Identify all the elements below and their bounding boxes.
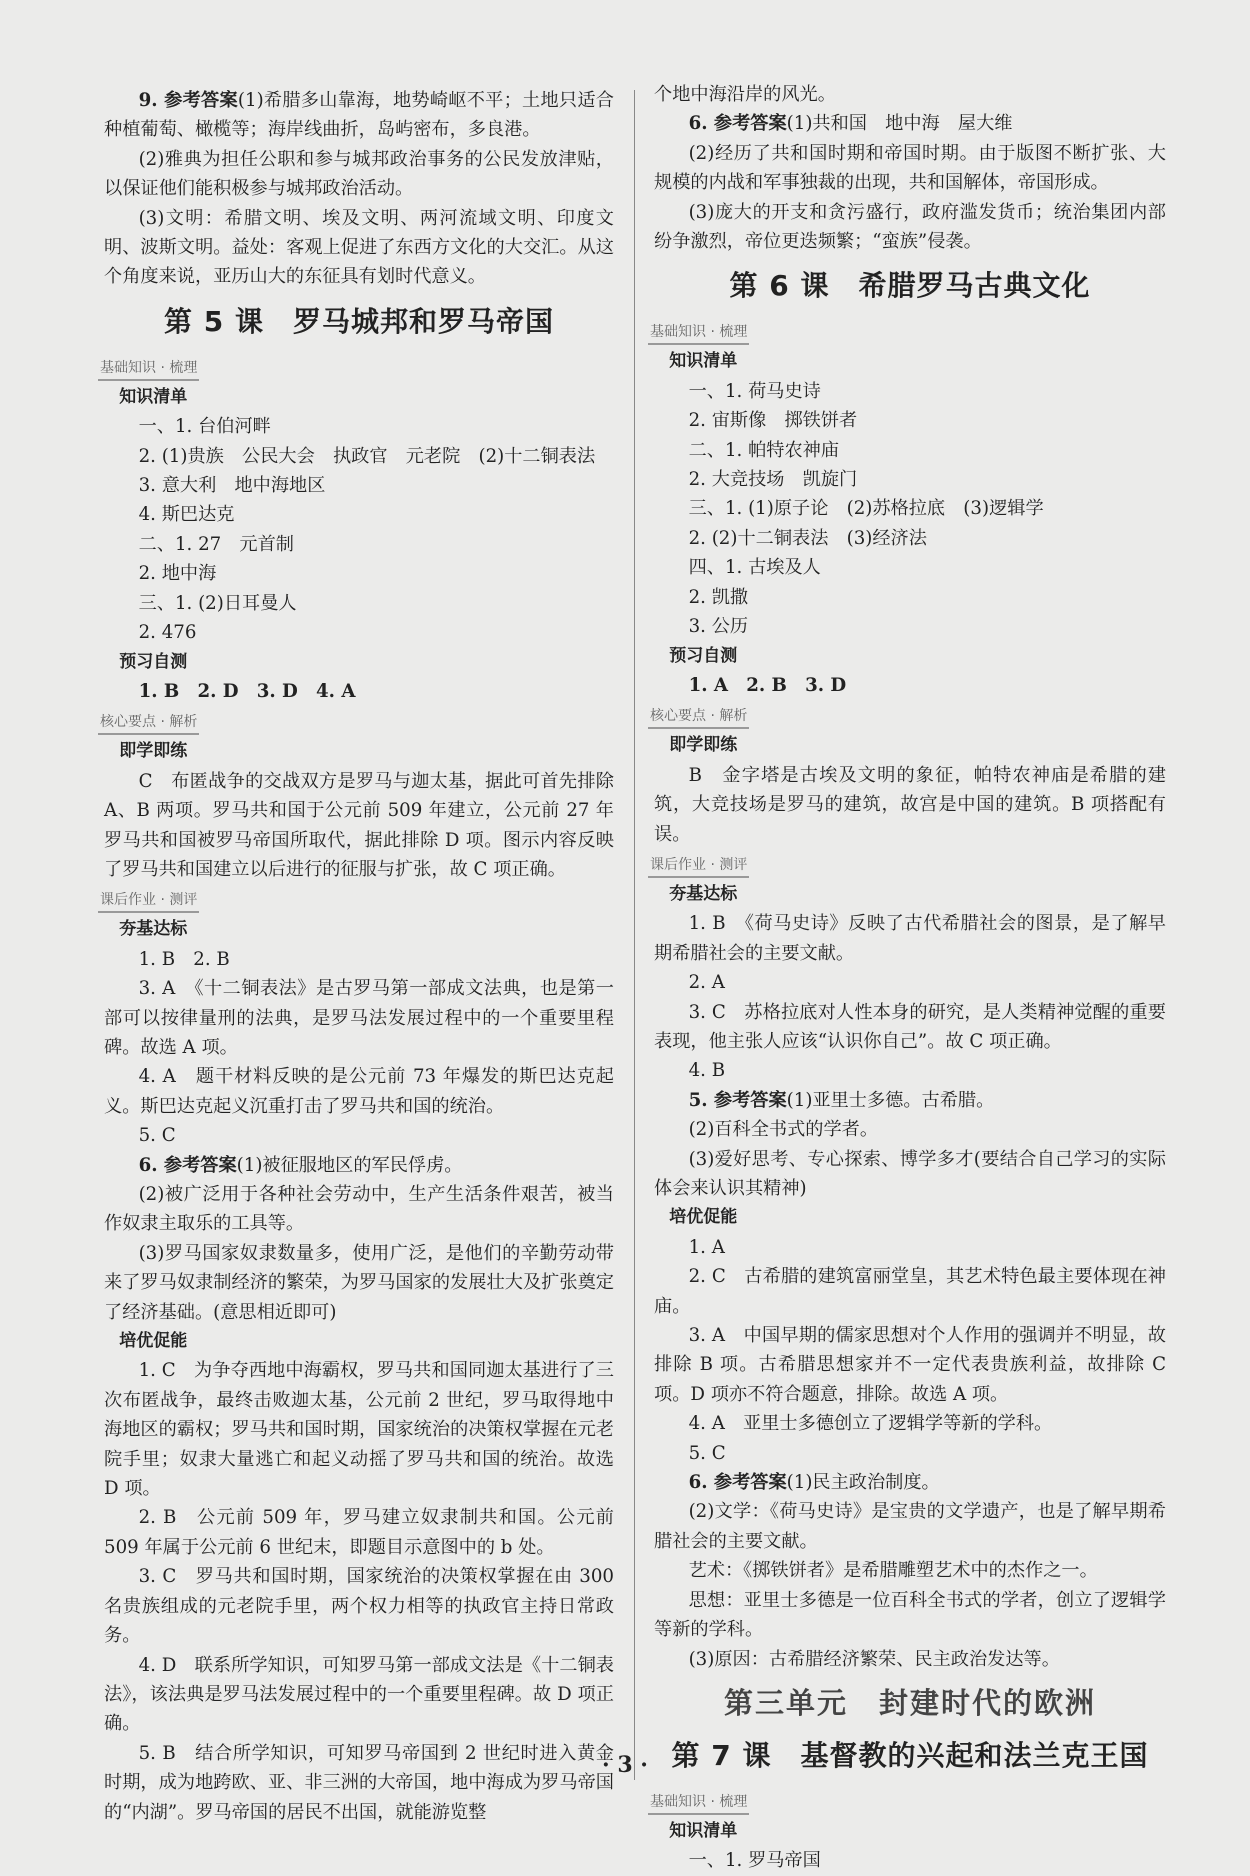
knowledge-item: 一、1. 荷马史诗 [688, 380, 821, 402]
answer-item: 3. A 《十二铜表法》是古罗马第一部成文法典，也是第一部可以按律量刑的法典，是罗马法发展过程中的一个重要里程碑。故选 A 项。 [104, 978, 614, 1058]
answer-6-p1: 6. 参考答案(1)共和国 地中海 屋大维 [688, 113, 1013, 135]
knowledge-item: 一、1. 台伯河畔 [138, 416, 271, 438]
knowledge-item: 2. 地中海 [138, 563, 217, 585]
lesson6-title: 第 6 课 希腊罗马古典文化 [729, 269, 1091, 303]
section-tag-core: 核心要点 · 解析 [98, 711, 199, 735]
q9-answer-p3: (3)文明：希腊文明、埃及文明、两河流域文明、印度文明、波斯文明。益处：客观上促进了东西方文化的大交汇。从这个角度来说，亚历山大的东征具有划时代意义。 [104, 207, 614, 288]
section-tag-after: 课后作业 · 测评 [648, 854, 749, 878]
answer-item: 2. B 公元前 509 年，罗马建立奴隶制共和国。公元前 509 年属于公元前 6 世纪末，即题目示意图中的 b 处。 [104, 1507, 614, 1558]
answer-6-p2: (2)经历了共和国时期和帝国时期。由于版图不断扩张、大规模的内战和军事独裁的出现，共和国解体，帝国形成。 [654, 142, 1166, 194]
knowledge-item: 四、1. 古埃及人 [688, 557, 821, 579]
answer-6-p4: 思想：亚里士多德是一位百科全书式的学者，创立了逻辑学等新的学科。 [654, 1589, 1166, 1641]
answer-6-p1: 6. 参考答案(1)被征服地区的军民俘虏。 [138, 1154, 463, 1176]
knowledge-item: 2. (1)贵族 公民大会 执政官 元老院 (2)十二铜表法 [138, 445, 596, 467]
answer-6-p1: 6. 参考答案(1)民主政治制度。 [688, 1472, 940, 1494]
answer-item: 3. C 苏格拉底对人性本身的研究，是人类精神觉醒的重要表现，他主张人应该“认识你自己”。故 C 项正确。 [654, 1001, 1166, 1052]
knowledge-item: 2. 476 [138, 622, 197, 644]
answer-item: 5. B 结合所学知识，可知罗马帝国到 2 世纪时进入黄金时期，成为地跨欧、亚、非三洲的大帝国，地中海成为罗马帝国的“内湖”。罗马帝国的居民不出国，就能游览整 [104, 1742, 614, 1823]
answer-item: 4. A 题干材料反映的是公元前 73 年爆发的斯巴达克起义。斯巴达克起义沉重打击了罗马共和国的统治。 [104, 1066, 614, 1117]
knowledge-item: 2. 凯撒 [688, 586, 749, 608]
column-divider [634, 90, 635, 1780]
section-tag-after: 课后作业 · 测评 [98, 889, 199, 913]
knowledge-item: 4. 斯巴达克 [138, 504, 235, 526]
subheading-peiyou: 培优促能 [119, 1331, 188, 1352]
lesson7-title: 第 7 课 基督教的兴起和法兰克王国 [671, 1738, 1149, 1772]
answer-item: 2. A [688, 972, 725, 994]
practice-explanation: B 金字塔是古埃及文明的象征，帕特农神庙是希腊的建筑，大竞技场是罗马的建筑，故宫是中国的建筑。B 项搭配有误。 [654, 764, 1166, 845]
section-tag-core: 核心要点 · 解析 [648, 705, 749, 729]
answer-item: 1. C 为争夺西地中海霸权，罗马共和国同迦太基进行了三次布匿战争，最终击败迦太基，公元前 2 世纪，罗马取得地中海地区的霸权；罗马共和国时期，国家统治的决策权掌握在元老院手里；奴隶大量逃亡和起义动摇了罗马共和国的统治。故选 D 项。 [104, 1360, 614, 1500]
knowledge-item: 三、1. (2)日耳曼人 [138, 592, 297, 614]
answer-item: 3. A 中国早期的儒家思想对个人作用的强调并不明显，故排除 B 项。古希腊思想家并不一定代表贵族利益，故排除 C 项。D 项亦不符合题意，排除。故选 A 项。 [654, 1325, 1166, 1405]
section-tag-basic: 基础知识 · 梳理 [648, 321, 749, 345]
answer-5-p2: (2)百科全书式的学者。 [688, 1119, 879, 1141]
subheading-jixue: 即学即练 [119, 741, 188, 762]
left-column [100, 86, 614, 1827]
preview-answers: 1. A 2. B 3. D [688, 674, 847, 696]
unit3-title: 第三单元 封建时代的欧洲 [723, 1685, 1096, 1720]
knowledge-item: 2. 大竞技场 凯旋门 [688, 469, 858, 491]
continued-text: 个地中海沿岸的风光。 [654, 84, 836, 105]
practice-explanation: C 布匿战争的交战双方是罗马与迦太基，据此可首先排除 A、B 两项。罗马共和国于公元前 509 年建立，公元前 27 年罗马共和国被罗马帝国所取代，据此排除 D 项。图示内容反映了罗马共和国建立以后进行的征服与扩张，故 C 项正确。 [104, 770, 614, 880]
answer-item: 1. B 《荷马史诗》反映了古代希腊社会的图景，是了解早期希腊社会的主要文献。 [654, 913, 1166, 964]
subheading-zhishi: 知识清单 [669, 1820, 738, 1841]
answer-item: 4. D 联系所学知识，可知罗马第一部成文法是《十二铜表法》，该法典是罗马法发展过程中的一个重要里程碑。故 D 项正确。 [104, 1654, 614, 1735]
subheading-zhishi: 知识清单 [119, 386, 188, 407]
answer-6-p3: (3)罗马国家奴隶数量多，使用广泛，是他们的辛勤劳动带来了罗马奴隶制经济的繁荣，为罗马国家的发展壮大及扩张奠定了经济基础。(意思相近即可) [104, 1242, 614, 1323]
page-number: · 3 · [602, 1752, 648, 1778]
answer-6-p2: (2)被广泛用于各种社会劳动中，生产生活条件艰苦，被当作奴隶主取乐的工具等。 [104, 1184, 614, 1235]
answer-5-p3: (3)爱好思考、专心探索、博学多才(要结合自己学习的实际体会来认识其精神) [654, 1148, 1166, 1199]
answer-6-p3: (3)庞大的开支和贪污盛行，政府滥发货币；统治集团内部纷争激烈，帝位更迭频繁；“蛮族”侵袭。 [654, 201, 1166, 253]
subheading-jixue: 即学即练 [669, 735, 738, 756]
subheading-peiyou: 培优促能 [669, 1207, 738, 1228]
answer-6-p2: (2)文学：《荷马史诗》是宝贵的文学遗产，也是了解早期希腊社会的主要文献。 [654, 1501, 1166, 1552]
answer-6-p3: 艺术：《掷铁饼者》是希腊雕塑艺术中的杰作之一。 [688, 1560, 1098, 1582]
subheading-yuxi: 预习自测 [669, 645, 738, 666]
subheading-duoji: 夯基达标 [669, 883, 738, 904]
subheading-zhishi: 知识清单 [669, 351, 738, 372]
knowledge-item: 三、1. (1)原子论 (2)苏格拉底 (3)逻辑学 [688, 498, 1044, 520]
lesson5-title: 第 5 课 罗马城邦和罗马帝国 [164, 304, 554, 338]
answer-item: 5. C [138, 1125, 176, 1147]
answer-item: 1. A [688, 1236, 725, 1258]
answer-6-p5: (3)原因：古希腊经济繁荣、民主政治发达等。 [688, 1648, 1060, 1670]
preview-answers: 1. B 2. D 3. D 4. A [138, 680, 356, 702]
knowledge-item: 一、1. 罗马帝国 [688, 1850, 821, 1872]
q9-answer-p2: (2)雅典为担任公职和参与城邦政治事务的公民发放津贴，以保证他们能积极参与城邦政治活动。 [104, 148, 614, 200]
answer-item: 4. A 亚里士多德创立了逻辑学等新的学科。 [688, 1413, 1053, 1435]
answer-item: 3. C 罗马共和国时期，国家统治的决策权掌握在由 300 名贵族组成的元老院手里，两个权力相等的执政官主持日常政务。 [104, 1566, 614, 1647]
subheading-yuxi: 预习自测 [119, 651, 188, 672]
subheading-duoji: 夯基达标 [119, 919, 188, 940]
knowledge-item: 2. (2)十二铜表法 (3)经济法 [688, 527, 927, 549]
right-column [650, 80, 1166, 1876]
answer-item: 1. B 2. B [138, 948, 230, 970]
answer-item: 2. C 古希腊的建筑富丽堂皇，其艺术特色最主要体现在神庙。 [654, 1266, 1166, 1317]
answer-5-p1: 5. 参考答案(1)亚里士多德。古希腊。 [688, 1089, 995, 1111]
knowledge-item: 二、1. 27 元首制 [138, 533, 294, 555]
q9-answer-p1: 9. 参考答案(1)希腊多山靠海，地势崎岖不平；土地只适合种植葡萄、橄榄等；海岸线曲折，岛屿密布，多良港。 [104, 90, 614, 141]
knowledge-item: 3. 公历 [688, 616, 749, 638]
section-tag-basic: 基础知识 · 梳理 [648, 1791, 749, 1815]
knowledge-item: 3. 意大利 地中海地区 [138, 475, 326, 497]
knowledge-item: 2. 宙斯像 掷铁饼者 [688, 410, 858, 432]
answer-item: 5. C [688, 1442, 726, 1464]
knowledge-item: 二、1. 帕特农神庙 [688, 439, 840, 461]
answer-item: 4. B [688, 1060, 726, 1082]
section-tag-basic: 基础知识 · 梳理 [98, 357, 199, 381]
